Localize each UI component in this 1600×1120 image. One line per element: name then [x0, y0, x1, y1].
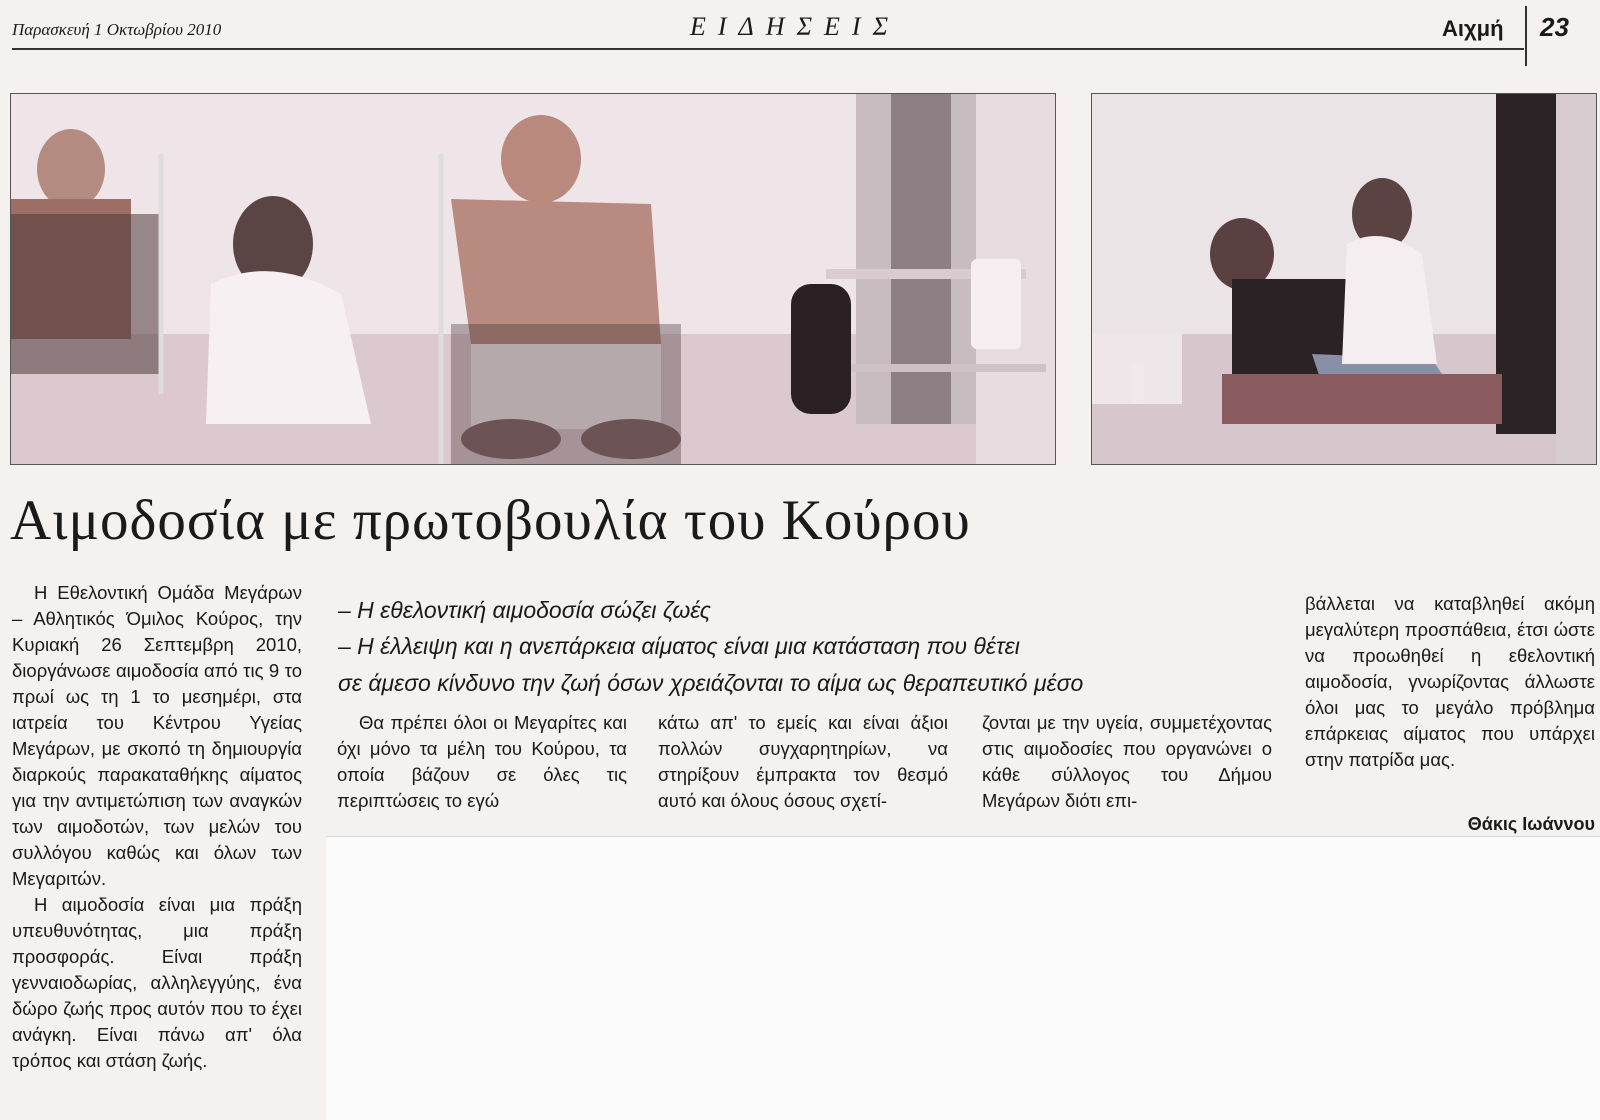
paragraph: βάλλεται να καταβληθεί ακόμη μεγαλύτερη προσπάθεια, έτσι ώστε να προωθηθεί η εθελοντική αιμοδοσία, γνωρίζοντας άλλωστε όλοι μας το μεγάλο πρόβλημα επάρκειας αίματος που υπάρχει στην πατρίδα μας. [1305, 593, 1595, 770]
header-rule [12, 48, 1524, 50]
header-divider [1525, 6, 1527, 66]
article-column-4 [982, 710, 1272, 814]
article-column-5 [1305, 591, 1595, 773]
blank-scan-area [326, 836, 1600, 1120]
blood-donation-photo-2 [1091, 93, 1597, 465]
issue-date: Παρασκευή 1 Οκτωβρίου 2010 [12, 20, 222, 39]
article-column-1 [12, 580, 302, 1074]
lede-line-2: – Η έλλειψη και η ανεπάρκεια αίματος είναι μια κατάσταση που θέτει [338, 633, 1020, 659]
blood-donation-photo-1 [10, 93, 1056, 465]
newspaper-name: Αιχμή [1442, 16, 1504, 41]
clipping-edge [326, 836, 1600, 837]
paragraph: κάτω απ' το εμείς και είναι άξιοι πολλών συγχαρητηρίων, να στηρίξουν έμπρακτα τον θεσμό αυτό και όλους όσους σχετί- [658, 712, 948, 811]
lede-line-1: – Η εθελοντική αιμοδοσία σώζει ζωές [338, 597, 711, 623]
paragraph: Η αιμοδοσία είναι μια πράξη υπευθυνότητας, μια πράξη προσφοράς. Είναι πράξη γενναιοδωρίας, αλληλεγγύης, ένα δώρο ζωής προς αυτόν που το έχει ανάγκη. Είναι πάνω απ' όλα τρόπος και στάση ζωής. [12, 894, 302, 1071]
paragraph: ζονται με την υγεία, συμμετέχοντας στις αιμοδοσίες που οργανώνει ο κάθε σύλλογος του Δήμου Μεγάρων διότι επι- [982, 712, 1272, 811]
article-column-3 [658, 710, 948, 814]
article-headline: Αιμοδοσία με πρωτοβουλία του Κούρου [10, 489, 971, 552]
lede-line-3: σε άμεσο κίνδυνο την ζωή όσων χρειάζονται το αίμα ως θεραπευτικό μέσο [338, 670, 1084, 696]
article-column-2 [337, 710, 627, 814]
section-title: ΕΙΔΗΣΕΙΣ [690, 12, 901, 41]
paragraph: Θα πρέπει όλοι οι Μεγαρίτες και όχι μόνο τα μέλη του Κούρου, τα οποία βάζουν σε όλες τις περιπτώσεις το εγώ [337, 712, 627, 811]
author-byline: Θάκις Ιωάννου [1467, 814, 1595, 834]
paragraph: Η Εθελοντική Ομάδα Μεγάρων – Αθλητικός Όμιλος Κούρος, την Κυριακή 26 Σεπτεμβρη 2010, διοργάνωσε αιμοδοσία από τις 9 το πρωί ως τη 1 το μεσημέρι, στα ιατρεία του Κέντρου Υγείας Μεγάρων, με σκοπό τη δημιουργία διαρκούς παρακαταθήκης αίματος για την αντιμετώπιση των αναγκών των αιμοδοτών, των μελών του συλλόγου καθώς και όλων των Μεγαριτών. [12, 582, 302, 889]
page-number: 23 [1540, 12, 1569, 42]
